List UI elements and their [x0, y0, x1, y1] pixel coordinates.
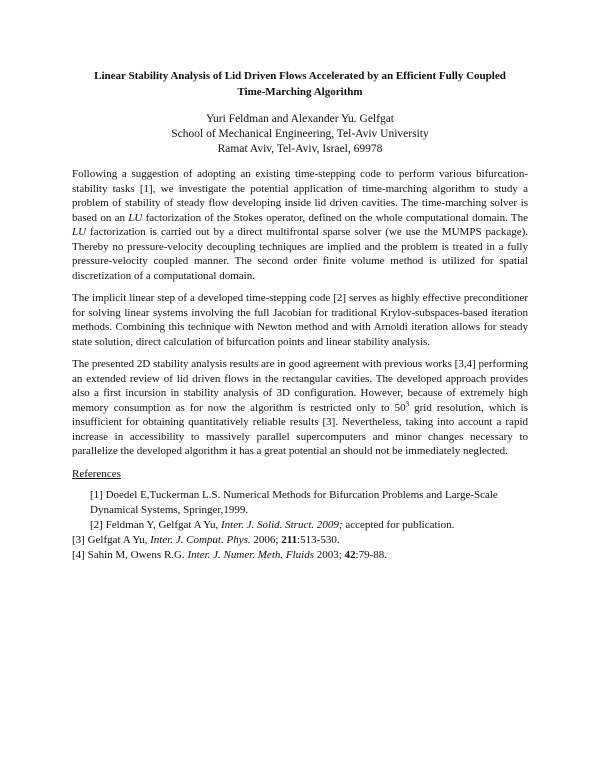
title-line-2: Time-Marching Algorithm: [237, 86, 363, 98]
author-block: [72, 112, 528, 157]
author-names: Yuri Feldman and Alexander Yu. Gelfgat: [206, 113, 394, 125]
references-list: [72, 488, 528, 563]
affiliation: School of Mechanical Engineering, Tel-Aviv University: [171, 128, 429, 140]
title-line-1: Linear Stability Analysis of Lid Driven Flows Accelerated by an Efficient Fully Coupled: [94, 70, 506, 82]
references-heading: References: [72, 467, 121, 480]
paper-title: [72, 68, 528, 100]
address: Ramat Aviv, Tel-Aviv, Israel, 69978: [217, 143, 383, 155]
reference-4: [4] Sahin M, Owens R.G. Inter. J. Numer. Meth. Fluids 2003; 42:79-88.: [72, 548, 388, 561]
paragraph-2: The implicit linear step of a developed time-stepping code [2] serves as highly effective preconditioner for solving linear systems involving the full Jacobian for traditional Krylov-subspaces-based iteration methods. Combining this technique with Newton method and with Arnoldi iteration allows for steady state solution, direct calculation of bifurcation points and linear stability analysis.: [72, 292, 528, 348]
reference-1: [1] Doedel E,Tuckerman L.S. Numerical Methods for Bifurcation Problems and Large-Scale Dynamical Systems, Springer,1999.: [90, 488, 498, 516]
reference-3: [3] Gelfgat A Yu, Inter. J. Comput. Phys. 2006; 211:513-530.: [72, 533, 340, 546]
paragraph-1: Following a suggestion of adopting an existing time-stepping code to perform various bifurcation-stability tasks [1], we investigate the potential application of time-marching algorithm to study a problem of stability of steady flow developing inside lid driven cavities. The time-marching solver is based on an LU factorization of the Stokes operator, defined on the whole computational domain. The LU factorization is carried out by a direct multifrontal sparse solver (we use the MUMPS package). Thereby no pressure-velocity decoupling techniques are implied and the problem is treated in a fully pressure-velocity coupled manner. The second order finite volume method is utilized for spatial discretization of a computational domain.: [72, 168, 528, 282]
paragraph-3: The presented 2D stability analysis results are in good agreement with previous works [3,4] performing an extended review of lid driven flows in the rectangular cavities. The developed approach provides also a first incursion in stability analysis of 3D configuration. However, because of extremely high memory consumption as for now the algorithm is restricted only to $50^3$ grid resolution, which is insufficient for obtaining quantitatively reliable results [3]. Nevertheless, taking into account a rapid increase in accessibility to massively parallel supercomputers and minor changes necessary to parallelize the developed algorithm it has a great potential an should not be immediately neglected.: [72, 358, 528, 457]
reference-2: [2] Feldman Y, Gelfgat A Yu, Inter. J. Solid. Struct. 2009; accepted for publication.: [90, 518, 455, 531]
